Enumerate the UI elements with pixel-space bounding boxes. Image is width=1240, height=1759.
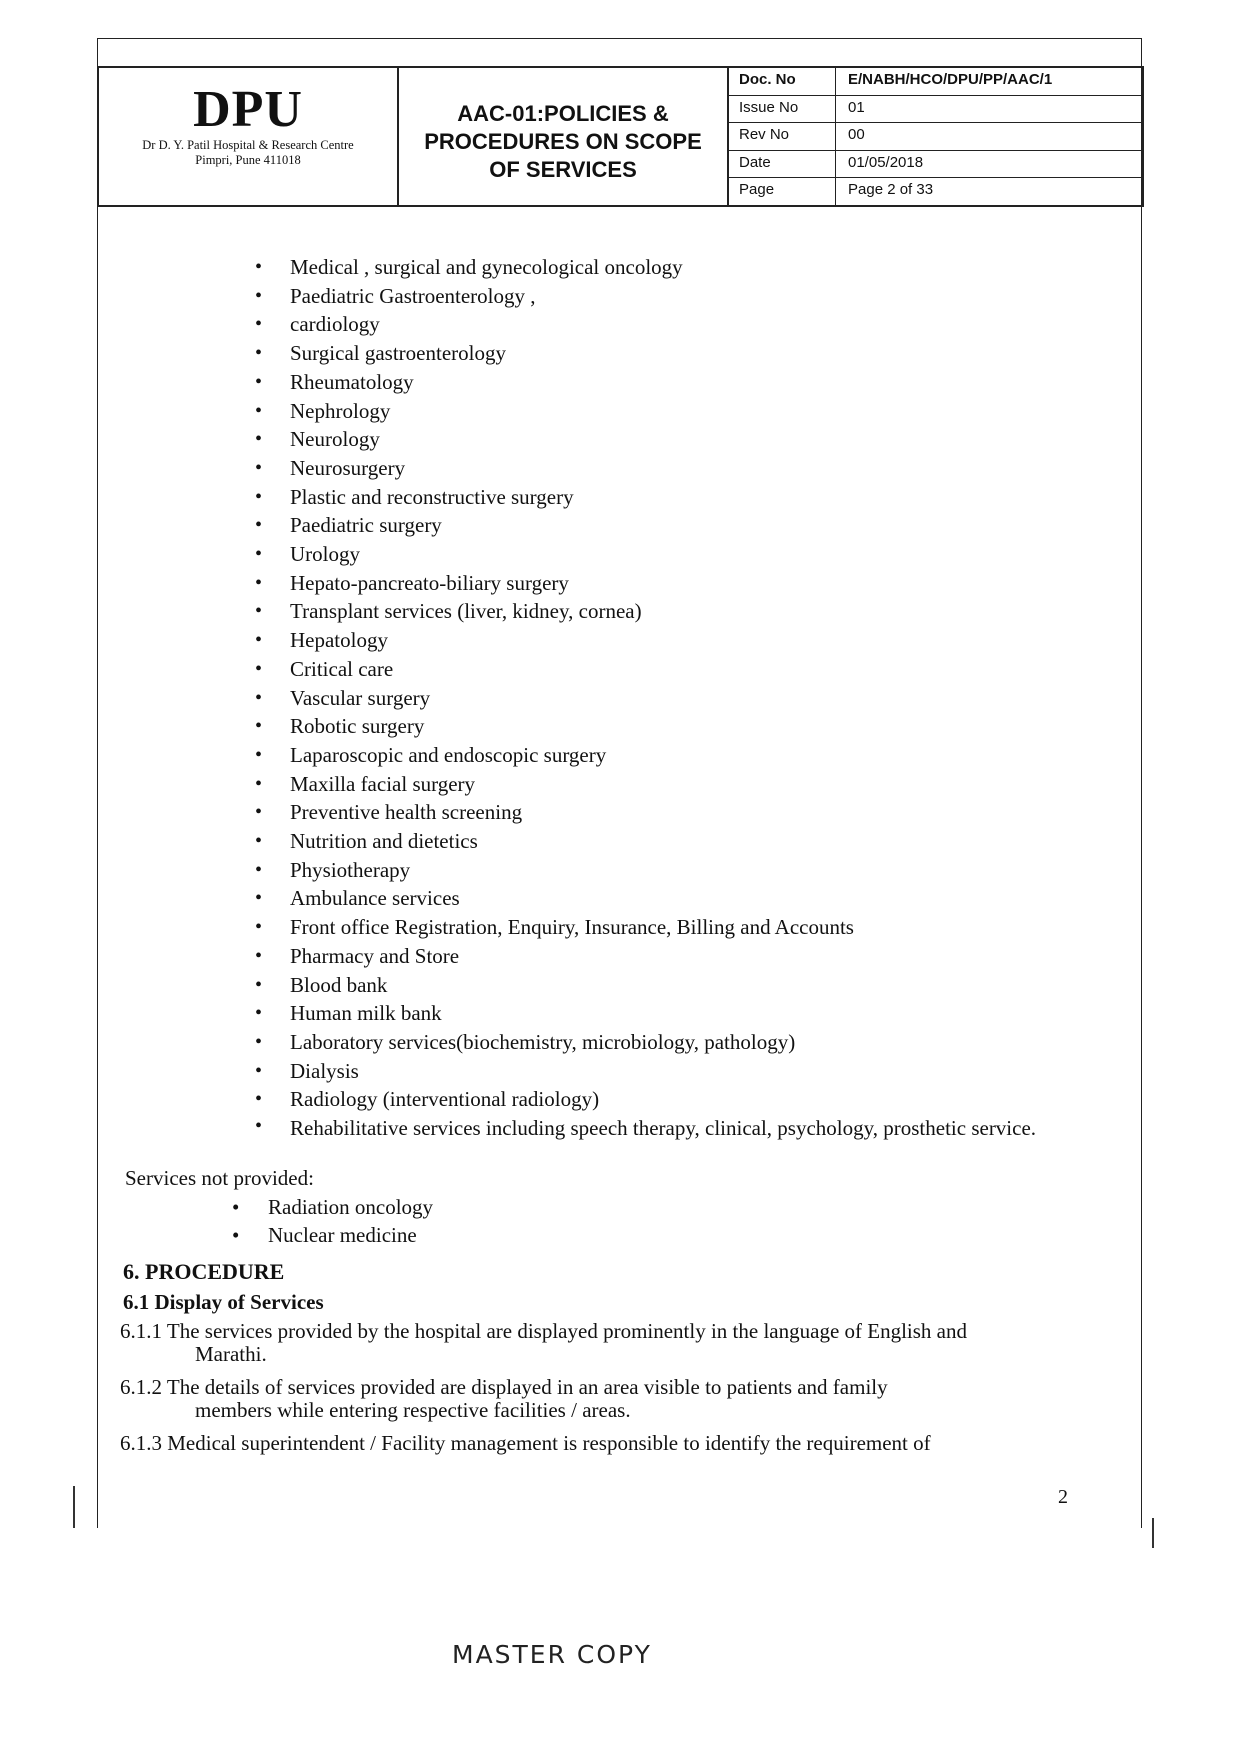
- service-item: • Paediatric Gastroenterology ,: [255, 282, 1090, 311]
- meta-value: 00: [848, 126, 865, 144]
- meta-value: 01/05/2018: [848, 153, 924, 171]
- service-item: • Robotic surgery: [255, 712, 1090, 741]
- service-item: • Human milk bank: [255, 999, 1090, 1028]
- service-item: • Hepatology: [255, 626, 1090, 655]
- service-item: • Blood bank: [255, 971, 1090, 1000]
- service-item: • Physiotherapy: [255, 856, 1090, 885]
- scan-edge-line: [1152, 1518, 1154, 1548]
- document-title: [399, 68, 729, 205]
- title-line-1: AAC-01:POLICIES &: [457, 100, 669, 126]
- service-item: • Paediatric surgery: [255, 511, 1090, 540]
- document-header: [97, 66, 1144, 207]
- document-meta-table: [729, 68, 1142, 205]
- paragraph-6-1-2: [120, 1376, 1080, 1422]
- list-item: • Nuclear medicine: [232, 1221, 433, 1249]
- meta-row-date: [729, 151, 1142, 179]
- sub-heading: 6.1 Display of Services: [123, 1290, 324, 1314]
- service-item: • Front office Registration, Enquiry, Insurance, Billing and Accounts: [255, 913, 1090, 942]
- meta-row-doc-no: [729, 68, 1142, 96]
- meta-key: Issue No: [729, 96, 836, 123]
- service-item: • Plastic and reconstructive surgery: [255, 483, 1090, 512]
- service-item: • Nutrition and dietetics: [255, 827, 1090, 856]
- page-number: 2: [1058, 1486, 1068, 1508]
- service-item: • Surgical gastroenterology: [255, 339, 1090, 368]
- section-heading: 6. PROCEDURE: [123, 1259, 285, 1284]
- scan-edge-line: [73, 1486, 75, 1528]
- paragraph-text: 6.1.3 Medical superintendent / Facility management is responsible to identify the requirement of: [120, 1431, 931, 1455]
- service-item: • Transplant services (liver, kidney, cornea): [255, 597, 1090, 626]
- paragraph-text: 6.1.2 The details of services provided are displayed in an area visible to patients and family: [120, 1375, 888, 1399]
- service-item: • Ambulance services: [255, 884, 1090, 913]
- title-line-3: OF SERVICES: [489, 156, 637, 182]
- title-line-2: PROCEDURES ON SCOPE: [424, 128, 702, 154]
- service-item: • Dialysis: [255, 1057, 1090, 1086]
- service-item: • Nephrology: [255, 397, 1090, 426]
- service-item: • Pharmacy and Store: [255, 942, 1090, 971]
- services-list: [255, 253, 1090, 1140]
- service-item: • Rheumatology: [255, 368, 1090, 397]
- services-not-provided-label: Services not provided:: [125, 1166, 314, 1190]
- paragraph-text: 6.1.1 The services provided by the hospital are displayed prominently in the language of English and: [120, 1319, 967, 1343]
- service-item: • Medical , surgical and gynecological oncology: [255, 253, 1090, 282]
- service-item: • Hepato-pancreato-biliary surgery: [255, 569, 1090, 598]
- service-item: • Preventive health screening: [255, 798, 1090, 827]
- meta-value: E/NABH/HCO/DPU/PP/AAC/1: [848, 71, 1053, 88]
- paragraph-continuation: members while entering respective facilities / areas.: [195, 1398, 631, 1422]
- meta-row-rev-no: [729, 123, 1142, 151]
- service-item: • Neurosurgery: [255, 454, 1090, 483]
- meta-row-page: [729, 178, 1142, 205]
- paragraph-6-1-1: [120, 1320, 1080, 1366]
- service-item: • Neurology: [255, 425, 1090, 454]
- service-item: • Urology: [255, 540, 1090, 569]
- service-item: • Laparoscopic and endoscopic surgery: [255, 741, 1090, 770]
- service-item: • Laboratory services(biochemistry, microbiology, pathology): [255, 1028, 1090, 1057]
- services-not-provided-list: [232, 1193, 433, 1249]
- service-item: • Radiology (interventional radiology): [255, 1085, 1090, 1114]
- paragraph-continuation: Marathi.: [195, 1342, 267, 1366]
- service-item: • Maxilla facial surgery: [255, 770, 1090, 799]
- meta-key: Doc. No: [729, 68, 836, 95]
- institution-name: Dr D. Y. Patil Hospital & Research Centre: [142, 138, 354, 152]
- meta-row-issue-no: [729, 96, 1142, 124]
- meta-value: Page 2 of 33: [848, 181, 934, 199]
- institution-logo-block: [99, 68, 399, 205]
- institution-address: Pimpri, Pune 411018: [195, 153, 301, 167]
- meta-value: 01: [848, 98, 865, 116]
- master-copy-stamp: MASTER COPY: [452, 1640, 652, 1669]
- meta-key: Date: [729, 151, 836, 178]
- service-item: • cardiology: [255, 310, 1090, 339]
- dpu-logo: DPU: [193, 81, 303, 138]
- service-item: • Critical care: [255, 655, 1090, 684]
- service-item: • Vascular surgery: [255, 684, 1090, 713]
- list-item: • Radiation oncology: [232, 1193, 433, 1221]
- service-item: • Rehabilitative services including speech therapy, clinical, psychology, prosthetic service.: [255, 1114, 1090, 1140]
- meta-key: Page: [729, 178, 836, 205]
- paragraph-6-1-3: [120, 1432, 1080, 1455]
- meta-key: Rev No: [729, 123, 836, 150]
